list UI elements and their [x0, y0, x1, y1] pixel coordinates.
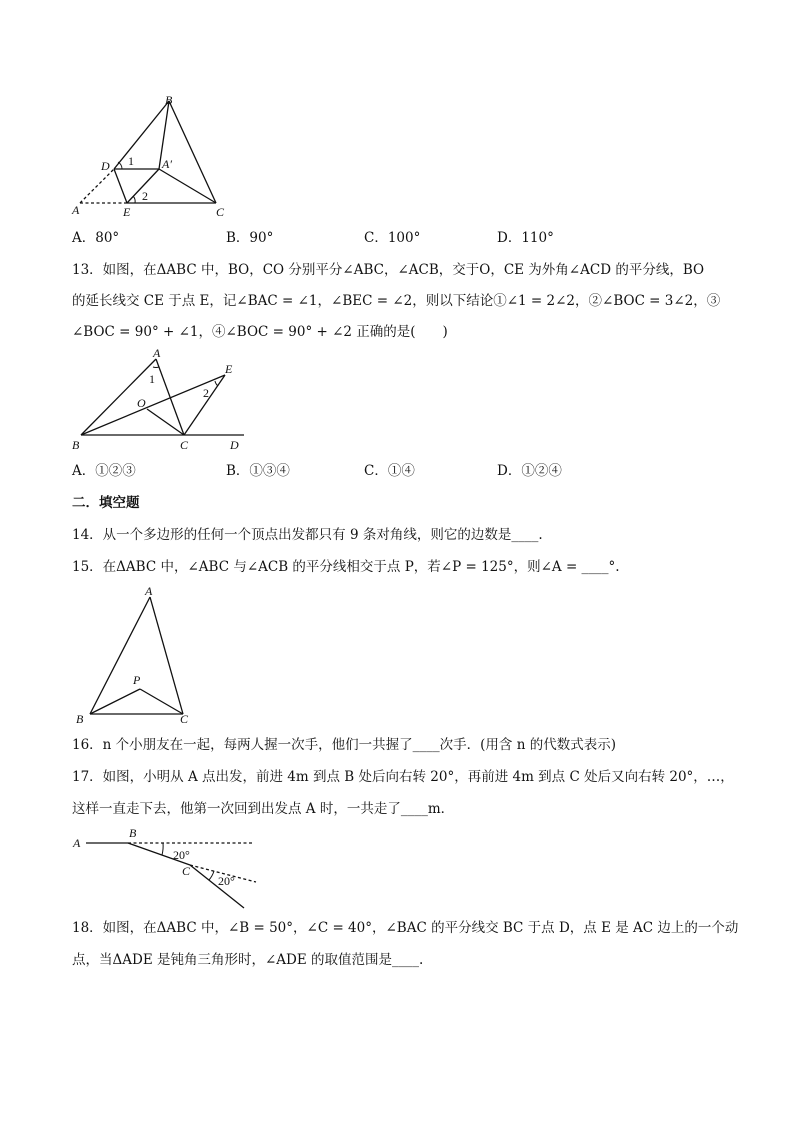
- q12-option-c: C．100°: [364, 230, 421, 246]
- label-P: P: [133, 673, 141, 687]
- q15-text: 15．在ΔABC 中，∠ABC 与∠ACB 的平分线相交于点 P，若∠P = 125°，则∠A = ____°.: [72, 559, 620, 575]
- label-B: B: [129, 826, 137, 840]
- figure-q13: [66, 345, 251, 455]
- q13-line-2: 的延长线交 CE 于点 E，记∠BAC = ∠1，∠BEC = ∠2，则以下结论①∠1 = 2∠2，②∠BOC = 3∠2，③: [72, 293, 721, 309]
- label-B: B: [76, 712, 84, 726]
- q18-line-1: 18．如图，在ΔABC 中，∠B = 50°，∠C = 40°，∠BAC 的平分线交 BC 于点 D，点 E 是 AC 边上的一个动: [72, 920, 739, 936]
- q13-option-a: A．①②③: [72, 463, 136, 479]
- label-C: C: [216, 205, 225, 219]
- label-D: D: [230, 438, 239, 452]
- label-C: C: [180, 712, 189, 726]
- label-C: C: [182, 864, 191, 878]
- q12-option-a: A．80°: [72, 230, 120, 246]
- label-B: B: [72, 438, 80, 452]
- q17-line-2: 这样一直走下去，他第一次回到出发点 A 时，一共走了____m．: [72, 801, 455, 817]
- label-1: 1: [149, 372, 155, 386]
- q12-option-d: D．110°: [497, 230, 554, 246]
- label-Aprime: A′: [162, 157, 172, 171]
- figure-q17: [66, 822, 266, 912]
- label-D: D: [101, 159, 110, 173]
- section-heading: 二．填空题: [72, 495, 140, 511]
- label-A: A: [73, 836, 81, 850]
- q12-option-b: B．90°: [226, 230, 274, 246]
- q17-line-1: 17．如图，小明从 A 点出发，前进 4m 到点 B 处后向右转 20°，再前进 4m 到点 C 处后又向右转 20°，…，: [72, 769, 734, 785]
- label-A: A: [72, 203, 80, 217]
- q13-option-d: D．①②④: [497, 463, 562, 479]
- q14-text: 14．从一个多边形的任何一个顶点出发都只有 9 条对角线，则它的边数是____.: [72, 527, 543, 543]
- q16-text: 16．n 个小朋友在一起，每两人握一次手，他们一共握了____次手．(用含 n 的代数式表示): [72, 737, 616, 753]
- q13-line-3: ∠BOC = 90° + ∠1，④∠BOC = 90° + ∠2 正确的是( ): [72, 324, 448, 340]
- label-B: B: [165, 93, 173, 107]
- label-2: 2: [203, 386, 209, 400]
- angle-label-2: 20°: [218, 874, 235, 888]
- figure-q15: [66, 580, 201, 730]
- angle-label-1: 20°: [173, 848, 190, 862]
- q13-option-c: C．①④: [364, 463, 415, 479]
- label-2: 2: [142, 189, 148, 203]
- figure-q12: [66, 92, 241, 222]
- label-C: C: [180, 438, 189, 452]
- q13-line-1: 13．如图，在ΔABC 中，BO，CO 分别平分∠ABC，∠ACB，交于O，CE 为外角∠ACD 的平分线，BO: [72, 262, 705, 278]
- q18-line-2: 点，当ΔADE 是钝角三角形时，∠ADE 的取值范围是____.: [72, 952, 424, 968]
- label-E: E: [225, 362, 233, 376]
- label-A: A: [153, 346, 161, 360]
- q13-option-b: B．①③④: [226, 463, 290, 479]
- label-E: E: [123, 205, 131, 219]
- label-A: A: [145, 584, 153, 598]
- label-1: 1: [128, 154, 134, 168]
- label-O: O: [137, 396, 146, 410]
